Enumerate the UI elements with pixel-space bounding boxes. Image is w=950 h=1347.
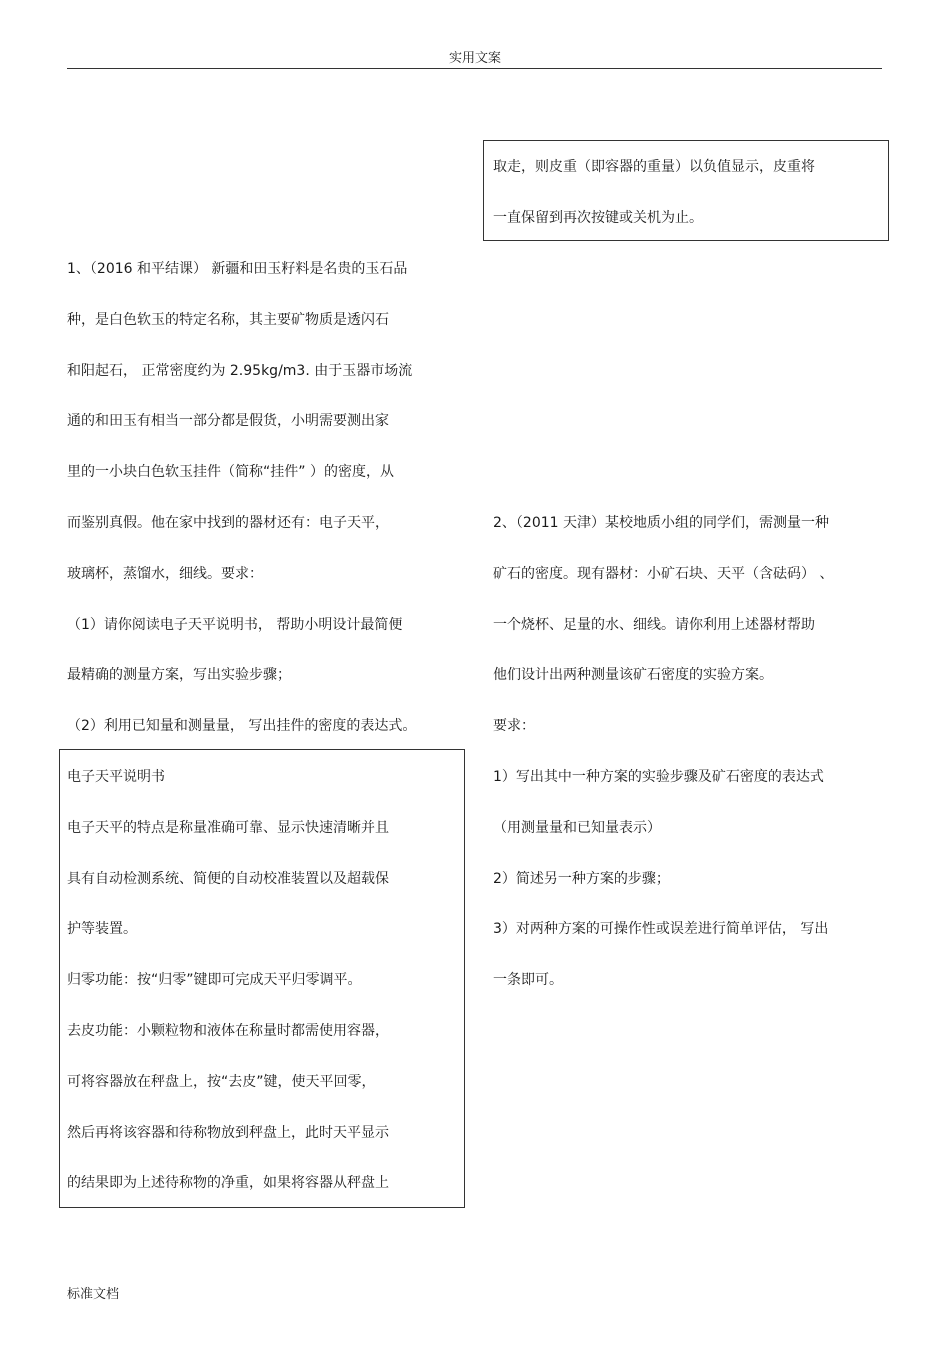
- q2-line: 他们设计出两种测量该矿石密度的实验方案。: [493, 667, 773, 683]
- manual-line: 具有自动检测系统、简便的自动校准装置以及超载保: [67, 871, 389, 887]
- q1-line: （1）请你阅读电子天平说明书， 帮助小明设计最简便: [67, 617, 403, 633]
- q1-line: （2）利用已知量和测量量， 写出挂件的密度的表达式。: [67, 718, 417, 734]
- manual-line: 护等装置。: [67, 921, 137, 937]
- q1-line: 通的和田玉有相当一部分都是假货，小明需要测出家: [67, 413, 389, 429]
- q2-line: 矿石的密度。现有器材：小矿石块、天平（含砝码） 、: [493, 566, 834, 582]
- q1-line: 1、（2016 和平结课） 新疆和田玉籽料是名贵的玉石品: [67, 261, 408, 277]
- q1-line: 里的一小块白色软玉挂件（简称“挂件” ）的密度，从: [67, 464, 394, 480]
- q1-line: 玻璃杯，蒸馏水，细线。要求：: [67, 566, 263, 582]
- q2-line: 一条即可。: [493, 972, 563, 988]
- q1-line: 和阳起石， 正常密度约为 2.95kg/m3. 由于玉器市场流: [67, 363, 413, 379]
- q1-line: 而鉴别真假。他在家中找到的器材还有：电子天平，: [67, 515, 389, 531]
- box-line: 一直保留到再次按键或关机为止。: [493, 210, 703, 226]
- manual-line: 然后再将该容器和待称物放到秤盘上，此时天平显示: [67, 1125, 389, 1141]
- manual-line: 去皮功能：小颗粒物和液体在称量时都需使用容器，: [67, 1023, 389, 1039]
- box-line: 取走，则皮重（即容器的重量）以负值显示，皮重将: [493, 159, 815, 175]
- manual-line: 可将容器放在秤盘上，按“去皮”键，使天平回零，: [67, 1074, 376, 1090]
- q2-line: 2）简述另一种方案的步骤；: [493, 871, 670, 887]
- q2-line: 3）对两种方案的可操作性或误差进行简单评估， 写出: [493, 921, 829, 937]
- q2-line: 1）写出其中一种方案的实验步骤及矿石密度的表达式: [493, 769, 824, 785]
- page-footer: 标准文档: [67, 1287, 120, 1302]
- manual-title: 电子天平说明书: [67, 769, 165, 785]
- q1-line: 种，是白色软玉的特定名称，其主要矿物质是透闪石: [67, 312, 389, 328]
- q2-line: 一个烧杯、足量的水、细线。请你利用上述器材帮助: [493, 617, 815, 633]
- page-header: 实用文案: [448, 51, 501, 66]
- q2-line: （用测量量和已知量表示）: [493, 820, 661, 836]
- q1-line: 最精确的测量方案，写出实验步骤；: [67, 667, 291, 683]
- manual-line: 的结果即为上述待称物的净重，如果将容器从秤盘上: [67, 1175, 389, 1191]
- manual-line: 归零功能：按“归零”键即可完成天平归零调平。: [67, 972, 362, 988]
- header-divider: [67, 68, 882, 69]
- q2-line: 要求：: [493, 718, 535, 734]
- q2-line: 2、（2011 天津）某校地质小组的同学们，需测量一种: [493, 515, 829, 531]
- manual-line: 电子天平的特点是称量准确可靠、显示快速清晰并且: [67, 820, 389, 836]
